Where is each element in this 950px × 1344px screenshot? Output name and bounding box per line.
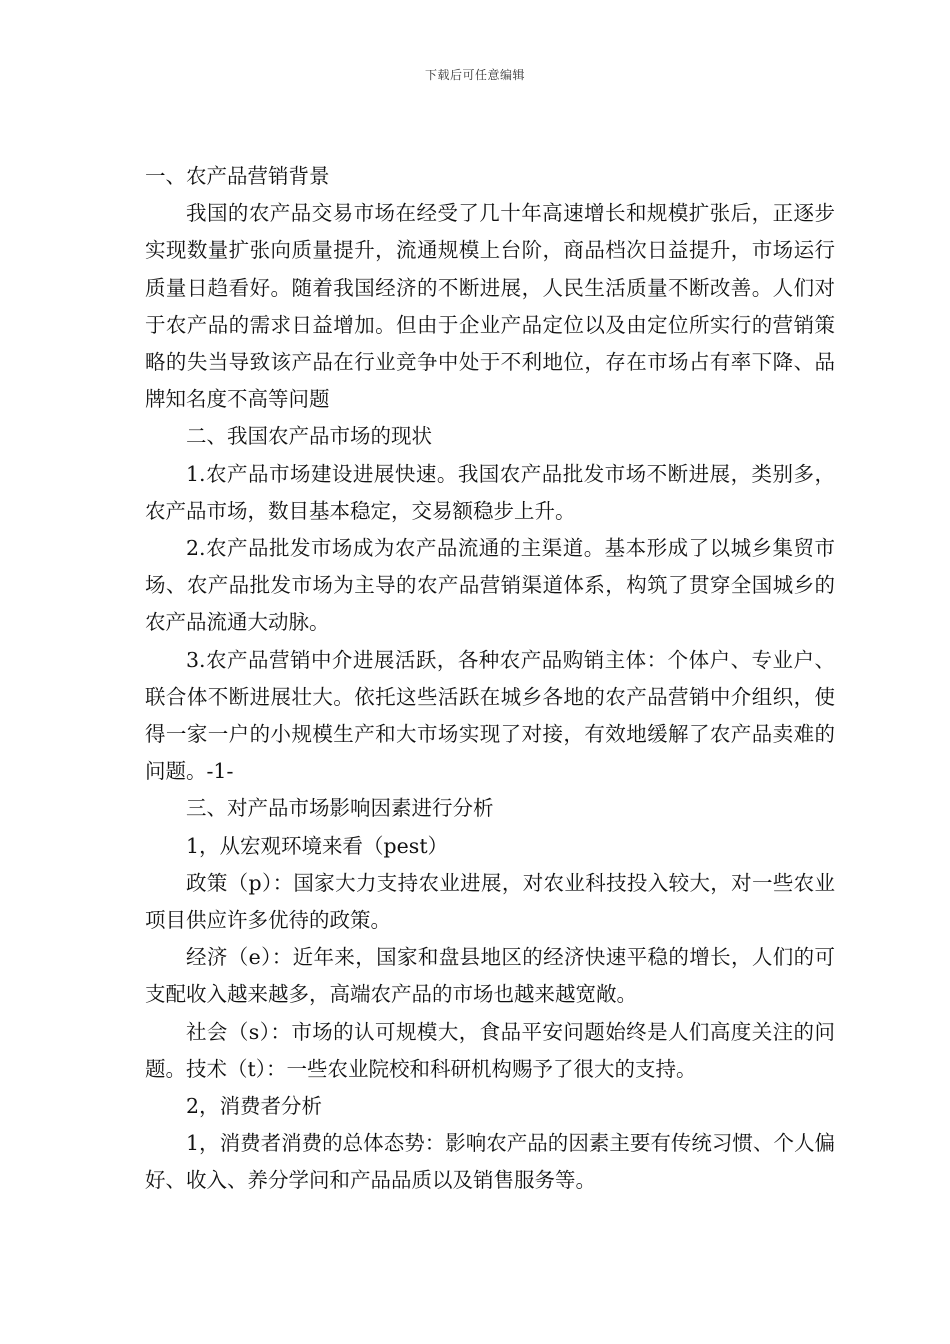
section3-society-paragraph: 社会（s）：市场的认可规模大，食品平安问题始终是人们高度关注的问题。技术（t）：一些农业院校和科研机构赐予了很大的支持。 — [145, 1019, 835, 1081]
section3-economy-paragraph: 经济（e）：近年来，国家和盘县地区的经济快速平稳的增长，人们的可支配收入越来越多，高端农产品的市场也越来越宽敞。 — [145, 945, 835, 1007]
section3-subheading-1: 1，从宏观环境来看（pest） — [186, 833, 449, 858]
section2-item-3: 3.农产品营销中介进展活跃，各种农产品购销主体：个体户、专业户、联合体不断进展壮大。依托这些活跃在城乡各地的农产品营销中介组织，使得一家一户的小规模生产和大市场实现了对接，有效地缓解了农产品卖难的问题。-1- — [145, 647, 835, 784]
section3-policy-paragraph: 政策（p）：国家大力支持农业进展，对农业科技投入较大，对一些农业项目供应许多优待的政策。 — [145, 870, 835, 933]
header-note: 下载后可任意编辑 — [424, 68, 525, 82]
section2-item-1: 1.农产品市场建设进展快速。我国农产品批发市场不断进展，类别多，农产品市场，数目基本稳定，交易额稳步上升。 — [145, 461, 835, 523]
section2-item-2: 2.农产品批发市场成为农产品流通的主渠道。基本形成了以城乡集贸市场、农产品批发市场为主导的农产品营销渠道体系，构筑了贯穿全国城乡的农产品流通大动脉。 — [145, 536, 835, 635]
document-body — [145, 158, 835, 1200]
section2-title: 二、我国农产品市场的现状 — [186, 424, 432, 449]
section3-title: 三、对产品市场影响因素进行分析 — [186, 796, 494, 821]
section3-consumer-paragraph: 1，消费者消费的总体态势：影响农产品的因素主要有传统习惯、个人偏好、收入、养分学问和产品品质以及销售服务等。 — [145, 1131, 835, 1193]
section3-subheading-2: 2，消费者分析 — [186, 1094, 323, 1119]
section1-title: 一、农产品营销背景 — [145, 164, 330, 188]
section1-paragraph: 我国的农产品交易市场在经受了几十年高速增长和规模扩张后，正逐步实现数量扩张向质量提升，流通规模上台阶，商品档次日益提升，市场运行质量日趋看好。随着我国经济的不断进展，人民生活质量不断改善。人们对于农产品的需求日益增加。但由于企业产品定位以及由定位所实行的营销策略的失当导致该产品在行业竞争中处于不利地位，存在市场占有率下降、品牌知名度不高等问题 — [145, 201, 835, 412]
